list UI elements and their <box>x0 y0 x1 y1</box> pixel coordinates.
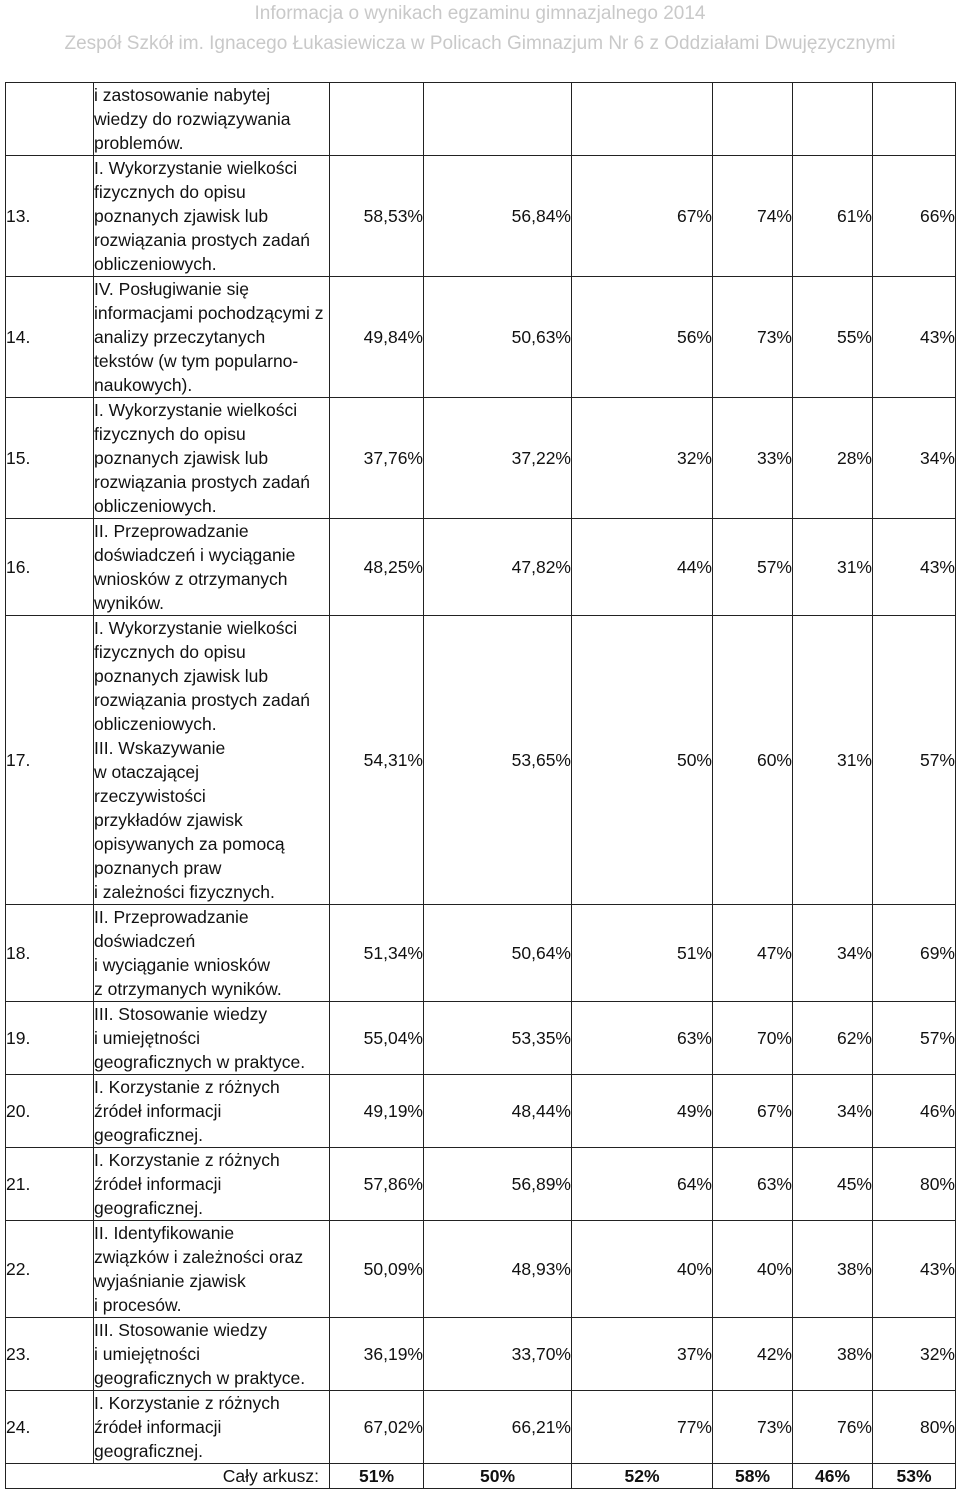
result-cell: 48,44% <box>424 1075 572 1148</box>
summary-row <box>6 1464 956 1489</box>
result-cell: 51,34% <box>330 905 424 1002</box>
result-cell: 77% <box>572 1391 713 1464</box>
task-number: 19. <box>6 1002 94 1075</box>
result-cell: 63% <box>572 1002 713 1075</box>
table-row <box>6 1318 956 1391</box>
task-description: III. Stosowanie wiedzy i umiejętności geograficznych w praktyce. <box>94 1002 330 1075</box>
result-cell: 49,19% <box>330 1075 424 1148</box>
result-cell: 34% <box>873 398 956 519</box>
result-cell: 67% <box>572 156 713 277</box>
result-cell: 57% <box>873 1002 956 1075</box>
result-cell: 38% <box>793 1318 873 1391</box>
summary-value: 52% <box>572 1464 713 1489</box>
result-cell: 32% <box>572 398 713 519</box>
result-cell: 54,31% <box>330 616 424 905</box>
summary-value: 46% <box>793 1464 873 1489</box>
task-number: 22. <box>6 1221 94 1318</box>
task-number: 21. <box>6 1148 94 1221</box>
result-cell: 70% <box>713 1002 793 1075</box>
result-cell: 45% <box>793 1148 873 1221</box>
task-number: 18. <box>6 905 94 1002</box>
result-cell: 40% <box>713 1221 793 1318</box>
result-cell: 69% <box>873 905 956 1002</box>
result-cell: 56,84% <box>424 156 572 277</box>
result-cell: 56% <box>572 277 713 398</box>
result-cell: 62% <box>793 1002 873 1075</box>
result-cell: 48,25% <box>330 519 424 616</box>
task-description: II. Przeprowadzanie doświadczeń i wyciąganie wniosków z otrzymanych wyników. <box>94 905 330 1002</box>
header-title: Informacja o wynikach egzaminu gimnazjalnego 2014 <box>254 3 706 24</box>
result-cell: 33% <box>713 398 793 519</box>
task-number: 17. <box>6 616 94 905</box>
result-cell: 56,89% <box>424 1148 572 1221</box>
table-row <box>6 616 956 905</box>
result-cell: 43% <box>873 277 956 398</box>
table-row <box>6 277 956 398</box>
task-description: II. Przeprowadzanie doświadczeń i wyciąganie wniosków z otrzymanych wyników. <box>94 519 330 616</box>
task-number: 24. <box>6 1391 94 1464</box>
result-cell: 61% <box>793 156 873 277</box>
result-cell: 53,65% <box>424 616 572 905</box>
summary-value: 51% <box>330 1464 424 1489</box>
result-cell: 50,09% <box>330 1221 424 1318</box>
result-cell: 58,53% <box>330 156 424 277</box>
task-description: i zastosowanie nabytej wiedzy do rozwiązywania problemów. <box>94 83 330 156</box>
page-header <box>0 0 960 64</box>
result-cell <box>572 83 713 156</box>
table-row <box>6 1221 956 1318</box>
result-cell: 31% <box>793 616 873 905</box>
result-cell: 57,86% <box>330 1148 424 1221</box>
result-cell: 34% <box>793 1075 873 1148</box>
result-cell: 51% <box>572 905 713 1002</box>
result-cell: 47% <box>713 905 793 1002</box>
result-cell: 46% <box>873 1075 956 1148</box>
result-cell: 50,63% <box>424 277 572 398</box>
results-table <box>5 82 956 1489</box>
result-cell: 64% <box>572 1148 713 1221</box>
task-description: I. Korzystanie z różnych źródeł informacji geograficznej. <box>94 1148 330 1221</box>
result-cell: 55,04% <box>330 1002 424 1075</box>
task-description: I. Wykorzystanie wielkości fizycznych do opisu poznanych zjawisk lub rozwiązania prostych zadań obliczeniowych. <box>94 156 330 277</box>
result-cell: 67% <box>713 1075 793 1148</box>
result-cell: 42% <box>713 1318 793 1391</box>
task-description: II. Identyfikowanie związków i zależności oraz wyjaśnianie zjawisk i procesów. <box>94 1221 330 1318</box>
header-school: Zespół Szkół im. Ignacego Łukasiewicza w Policach Gimnazjum Nr 6 z Oddziałami Dwujęzycznymi <box>64 33 896 54</box>
task-description: I. Korzystanie z różnych źródeł informacji geograficznej. <box>94 1075 330 1148</box>
summary-value: 58% <box>713 1464 793 1489</box>
task-description: I. Korzystanie z różnych źródeł informacji geograficznej. <box>94 1391 330 1464</box>
table-row <box>6 905 956 1002</box>
result-cell: 38% <box>793 1221 873 1318</box>
result-cell: 76% <box>793 1391 873 1464</box>
task-number: 14. <box>6 277 94 398</box>
task-description: I. Wykorzystanie wielkości fizycznych do opisu poznanych zjawisk lub rozwiązania prostych zadań obliczeniowych. <box>94 398 330 519</box>
task-number: 15. <box>6 398 94 519</box>
result-cell: 57% <box>873 616 956 905</box>
table-row <box>6 519 956 616</box>
result-cell: 57% <box>713 519 793 616</box>
result-cell: 73% <box>713 277 793 398</box>
summary-value: 50% <box>424 1464 572 1489</box>
task-number: 20. <box>6 1075 94 1148</box>
result-cell: 49,84% <box>330 277 424 398</box>
result-cell: 34% <box>793 905 873 1002</box>
result-cell: 66,21% <box>424 1391 572 1464</box>
result-cell: 80% <box>873 1148 956 1221</box>
result-cell: 37,22% <box>424 398 572 519</box>
result-cell: 55% <box>793 277 873 398</box>
result-cell <box>873 83 956 156</box>
result-cell: 44% <box>572 519 713 616</box>
result-cell: 80% <box>873 1391 956 1464</box>
result-cell <box>330 83 424 156</box>
result-cell: 43% <box>873 1221 956 1318</box>
result-cell: 40% <box>572 1221 713 1318</box>
result-cell: 50,64% <box>424 905 572 1002</box>
result-cell: 74% <box>713 156 793 277</box>
result-cell: 31% <box>793 519 873 616</box>
summary-value: 53% <box>873 1464 956 1489</box>
result-cell: 73% <box>713 1391 793 1464</box>
task-description: IV. Posługiwanie się informacjami pochodzącymi z analizy przeczytanych tekstów (w tym popularno-naukowych). <box>94 277 330 398</box>
table-row <box>6 83 956 156</box>
result-cell <box>793 83 873 156</box>
result-cell: 32% <box>873 1318 956 1391</box>
result-cell: 66% <box>873 156 956 277</box>
table-row <box>6 1148 956 1221</box>
result-cell: 53,35% <box>424 1002 572 1075</box>
summary-label: Cały arkusz: <box>6 1464 330 1489</box>
result-cell <box>424 83 572 156</box>
task-number: 23. <box>6 1318 94 1391</box>
task-number: 16. <box>6 519 94 616</box>
result-cell: 49% <box>572 1075 713 1148</box>
table-row <box>6 398 956 519</box>
task-description: I. Wykorzystanie wielkości fizycznych do opisu poznanych zjawisk lub rozwiązania prostych zadań obliczeniowych. III. Wskazywanie w otaczającej rzeczywistości przykładów zjawisk opisywanych za pomocą poznanych praw i zależności fizycznych. <box>94 616 330 905</box>
table-row <box>6 1002 956 1075</box>
result-cell: 37% <box>572 1318 713 1391</box>
result-cell: 28% <box>793 398 873 519</box>
task-description: III. Stosowanie wiedzy i umiejętności geograficznych w praktyce. <box>94 1318 330 1391</box>
task-number: 13. <box>6 156 94 277</box>
result-cell <box>713 83 793 156</box>
table-row <box>6 1391 956 1464</box>
task-number <box>6 83 94 156</box>
result-cell: 48,93% <box>424 1221 572 1318</box>
result-cell: 33,70% <box>424 1318 572 1391</box>
table-row <box>6 156 956 277</box>
result-cell: 43% <box>873 519 956 616</box>
result-cell: 60% <box>713 616 793 905</box>
result-cell: 50% <box>572 616 713 905</box>
result-cell: 36,19% <box>330 1318 424 1391</box>
result-cell: 63% <box>713 1148 793 1221</box>
table-row <box>6 1075 956 1148</box>
result-cell: 37,76% <box>330 398 424 519</box>
result-cell: 47,82% <box>424 519 572 616</box>
result-cell: 67,02% <box>330 1391 424 1464</box>
